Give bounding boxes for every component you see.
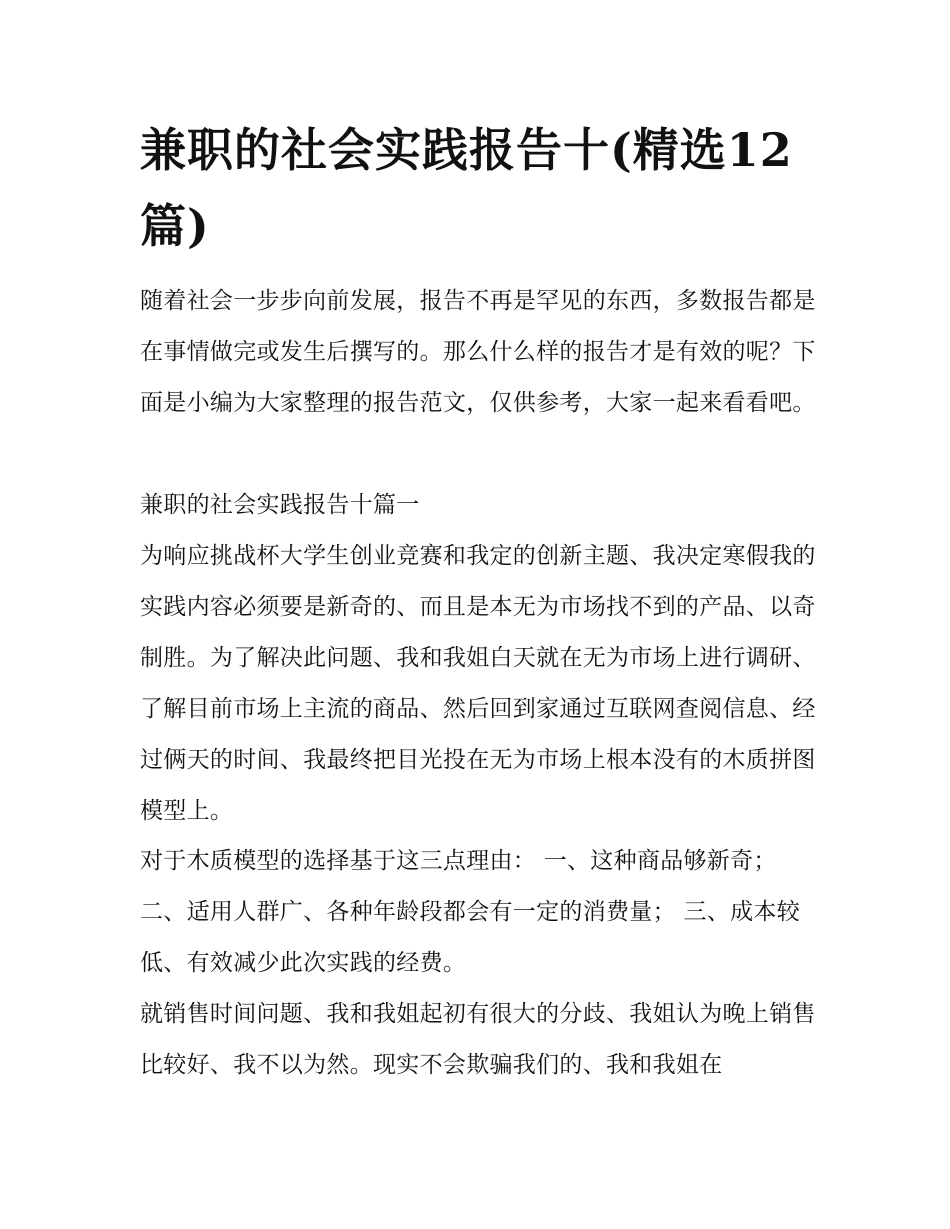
section-heading: 兼职的社会实践报告十篇一 — [140, 492, 420, 518]
document-title: 兼职的社会实践报告十(精选12篇) — [140, 123, 793, 253]
body-paragraph: 就销售时间问题、我和我姐起初有很大的分歧、我姐认为晚上销售比较好、我不以为然。现实不会欺骗我们的、我和我姐在 — [140, 1001, 816, 1078]
intro-paragraph: 随着社会一步步向前发展，报告不再是罕见的东西，多数报告都是在事情做完或发生后撰写的。那么什么样的报告才是有效的呢？下面是小编为大家整理的报告范文，仅供参考，大家一起来看看吧。 — [140, 288, 816, 416]
body-paragraph: 对于木质模型的选择基于这三点理由： 一、这种商品够新奇； 二、适用人群广、各种年龄段都会有一定的消费量； 三、成本较低、有效减少此次实践的经费。 — [140, 848, 801, 976]
body-paragraph: 为响应挑战杯大学生创业竞赛和我定的创新主题、我决定寒假我的实践内容必须要是新奇的、而且是本无为市场找不到的产品、以奇制胜。为了解决此问题、我和我姐白天就在无为市场上进行调研、了解目前市场上主流的商品、然后回到家通过互联网查阅信息、经过俩天的时间、我最终把目光投在无为市场上根本没有的木质拼图模型上。 — [140, 543, 816, 824]
